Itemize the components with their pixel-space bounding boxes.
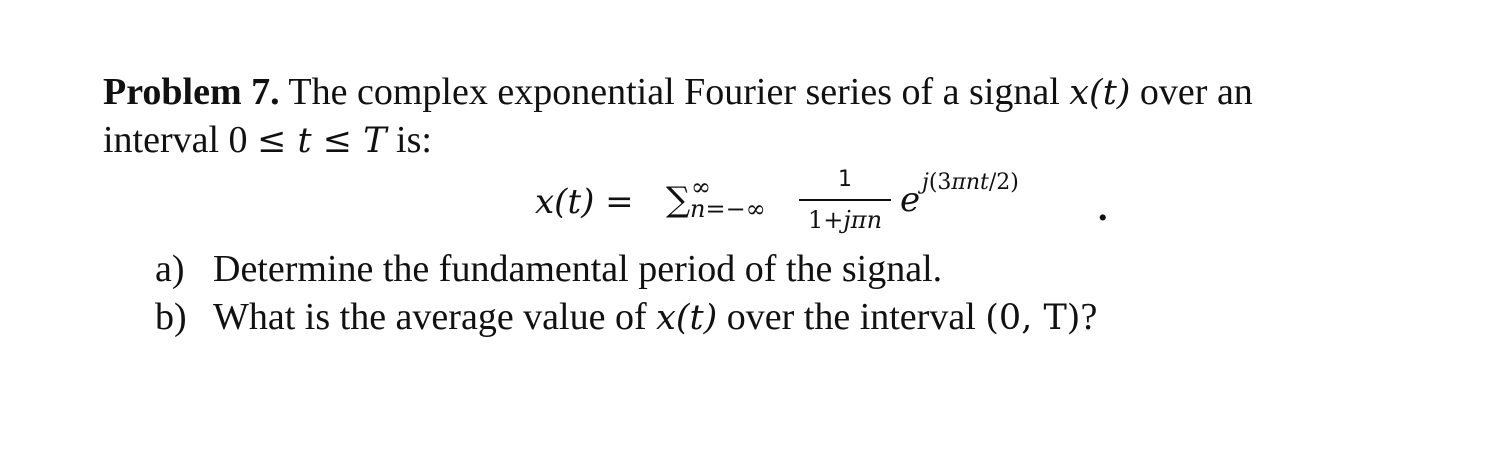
question-b-interval: (0, T) — [985, 298, 1081, 338]
problem-intro-text-end: over an — [1130, 71, 1253, 113]
exponential-exponent: j(3πnt/2) — [922, 170, 1019, 195]
interval-inequality: ≤ t ≤ T — [257, 121, 387, 161]
fraction-denominator: 1+jπn — [807, 206, 883, 234]
signal-variable: x(t) — [1069, 73, 1131, 113]
exponential-base: e — [900, 180, 921, 220]
question-b-text-end: ? — [1080, 296, 1098, 338]
fraction-numerator: 1 — [838, 167, 852, 192]
question-b-text-middle: over the interval — [717, 296, 986, 338]
question-b-marker: b) — [155, 296, 187, 338]
summation-upper-limit: ∞ — [691, 173, 711, 201]
equation-terminator: . — [1098, 187, 1108, 229]
summation-lower-limit: n=−∞ — [690, 195, 766, 223]
fourier-series-equation — [535, 166, 1115, 246]
interval-text-end: is: — [386, 119, 432, 161]
equation-lhs: x(t) = — [535, 182, 634, 222]
problem-line-2 — [103, 118, 432, 163]
question-a — [155, 247, 942, 291]
coefficient-fraction — [797, 166, 893, 246]
problem-intro-text: The complex exponential Fourier series of a signal — [279, 71, 1070, 113]
problem-label: Problem 7. — [103, 71, 280, 113]
question-a-marker: a) — [155, 248, 185, 290]
summation-symbol: ∑ — [666, 180, 691, 220]
question-b-variable: x(t) — [656, 298, 718, 338]
fraction-bar — [799, 199, 891, 201]
question-a-text: Determine the fundamental period of the signal. — [213, 248, 943, 290]
problem-line-1 — [103, 70, 1253, 115]
question-b — [155, 295, 1097, 340]
interval-text: interval 0 — [103, 119, 258, 161]
question-b-text: What is the average value of — [213, 296, 657, 338]
